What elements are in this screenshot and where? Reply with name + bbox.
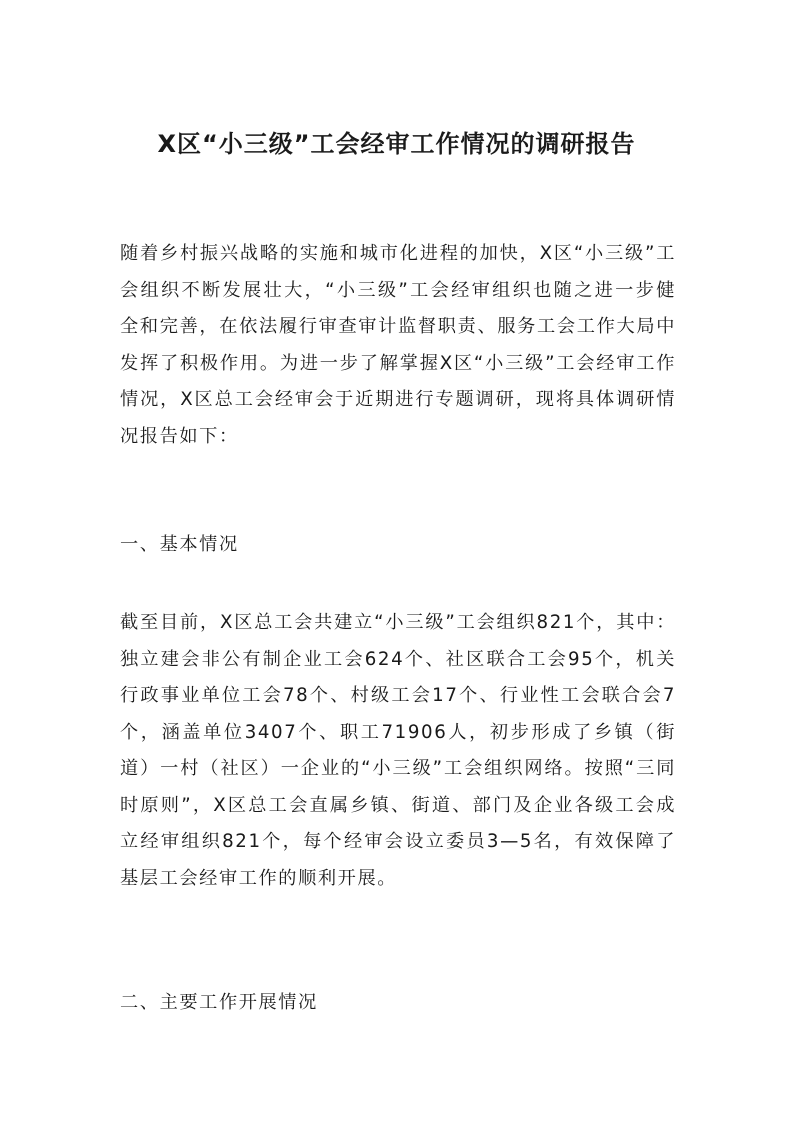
section-heading-basic-situation: 一、基本情况 [120,534,239,555]
section-heading-main-work: 二、主要工作开展情况 [120,992,318,1013]
intro-paragraph: 随着乡村振兴战略的实施和城市化进程的加快，X区“小三级”工会组织不断发展壮大，“小三级”工会经审组织也随之进一步健全和完善，在依法履行审查审计监督职责、服务工会工作大局中发挥了积极作用。为进一步了解掌握X区“小三级”工会经审工作情况，X区总工会经审会于近期进行专题调研，现将具体调研情况报告如下： [120,243,676,447]
document-title: X区“小三级”工会经审工作情况的调研报告 [157,130,636,158]
basic-situation-paragraph: 截至目前，X区总工会共建立“小三级”工会组织821个，其中：独立建会非公有制企业工会624个、社区联合工会95个，机关行政事业单位工会78个、村级工会17个、行业性工会联合会7个，涵盖单位3407个、职工71906人，初步形成了乡镇（街道）一村（社区）一企业的“小三级”工会组织网络。按照“三同时原则”，X区总工会直属乡镇、街道、部门及企业各级工会成立经审组织821个，每个经审会设立委员3—5名，有效保障了基层工会经审工作的顺利开展。 [120,612,676,889]
